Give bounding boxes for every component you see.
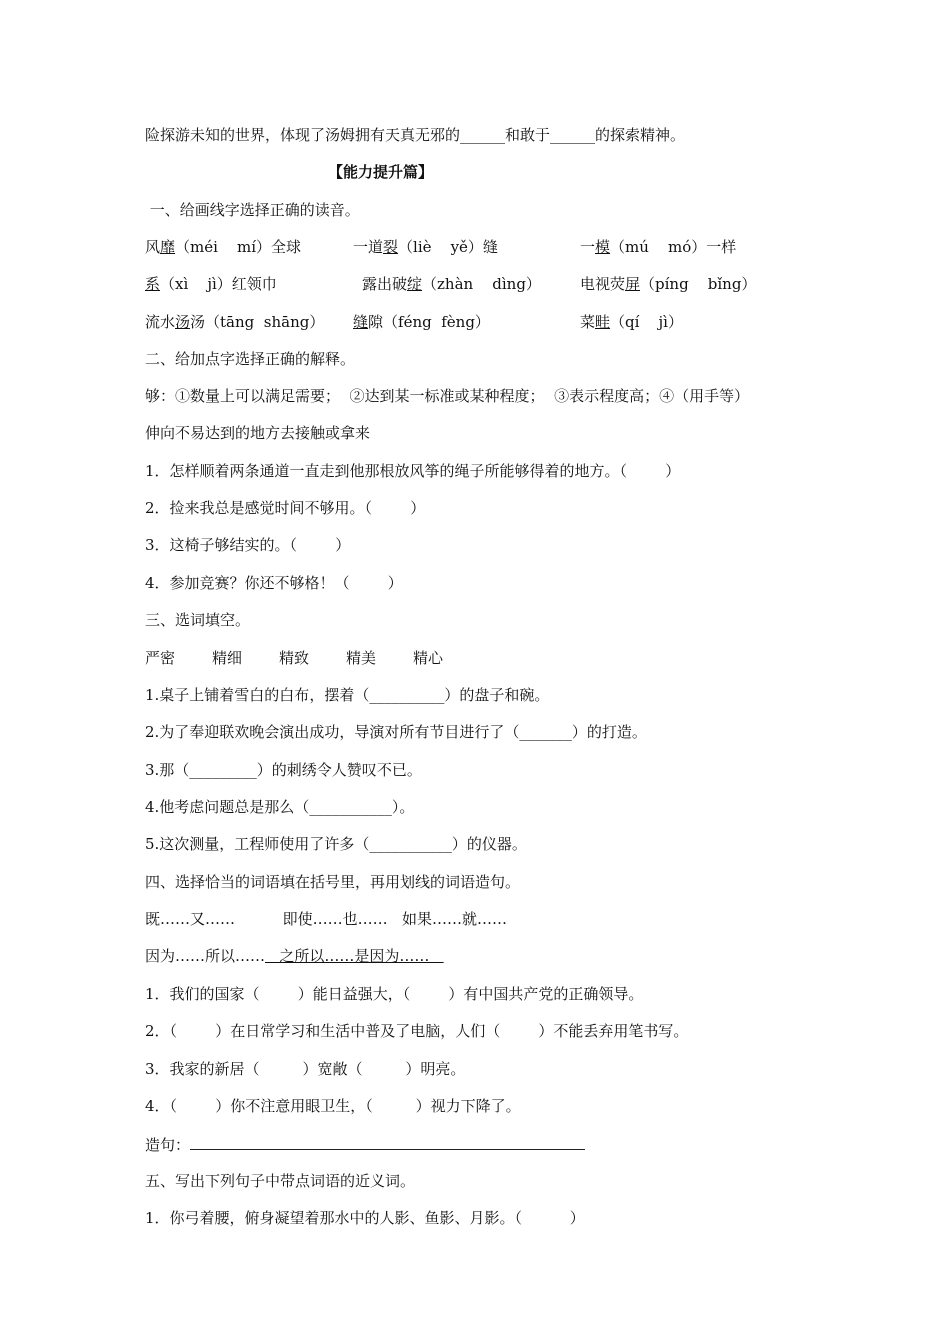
post: （zhàn dìng） [422,275,541,293]
sentence-answer-blank [190,1133,585,1150]
pre: 一道 [353,238,384,256]
underlined-char: 靡 [160,238,176,256]
section-title: 【能力提升篇】 [328,163,434,181]
q3-word-1: 严密 [145,649,176,667]
q2-definitions-line-2: 伸向不易达到的地方去接触或拿来 [145,424,371,442]
q2-heading: 二、给加点字选择正确的解释。 [145,350,356,368]
intro-line: 险探游未知的世界，体现了汤姆拥有天真无邪的______和敢于______的探索精神。 [145,126,686,144]
q4-heading: 四、选择恰当的词语填在括号里，再用划线的词语造句。 [145,873,521,891]
q4-conjunctions-line-2 [145,946,444,966]
conj-plain: 因为……所以…… [145,947,266,965]
q2-item-4: 4．参加竞赛？你还不够格！（ ） [145,574,403,592]
post: （liè yě）缝 [398,238,498,256]
q1-row-1-col-2 [353,237,498,257]
q2-definitions-line-1: 够：①数量上可以满足需要； ②达到某一标准或某种程度； ③表示程度高；④（用手等） [145,387,750,405]
underlined-char: 屏 [625,275,641,293]
post: （mú mó）一样 [610,238,737,256]
q2-item-3: 3．这椅子够结实的。（ ） [145,536,351,554]
pre: 电视荧 [580,275,626,293]
q5-heading: 五、写出下列句子中带点词语的近义词。 [145,1172,416,1190]
q1-row-1-col-3 [580,237,736,257]
post: （píng bǐng） [640,275,757,293]
underlined-char: 绽 [407,275,423,293]
q3-item-4: 4.他考虑问题总是那么（___________）。 [145,798,415,816]
pre: 露出破 [362,275,408,293]
q3-item-1: 1.桌子上铺着雪白的白布，摆着（__________）的盘子和碗。 [145,686,550,704]
underlined-char: 模 [595,238,611,256]
q3-item-2: 2.为了奉迎联欢晚会演出成功，导演对所有节目进行了（_______）的打造。 [145,723,647,741]
q3-word-5: 精心 [413,649,444,667]
post: （méi mí）全球 [175,238,302,256]
post: （xì jì）红领巾 [160,275,277,293]
q3-word-2: 精细 [212,649,243,667]
q2-item-1: 1．怎样顺着两条通道一直走到他那根放风筝的绳子所能够得着的地方。（ ） [145,462,681,480]
pre: 风 [145,238,161,256]
q1-heading: 一、给画线字选择正确的读音。 [145,201,360,219]
q1-row-3-col-2 [353,312,490,332]
post: （qí jì） [610,313,683,331]
q3-item-3: 3.那（_________）的刺绣令人赞叹不已。 [145,761,422,779]
underlined-char: 缝 [353,313,369,331]
pre: 菜 [580,313,596,331]
q2-item-2: 2．捡来我总是感觉时间不够用。（ ） [145,499,426,517]
q1-row-2-col-1 [145,274,277,294]
underlined-char: 裂 [383,238,399,256]
q3-item-5: 5.这次测量，工程师使用了许多（___________）的仪器。 [145,835,527,853]
q4-conjunctions-line-1: 既……又…… 即使……也…… 如果……就…… [145,910,507,928]
post: 汤（tāng shāng） [190,313,325,331]
q4-item-2: 2．（ ）在日常学习和生活中普及了电脑，人们（ ）不能丢弃用笔书写。 [145,1022,689,1040]
q1-row-1-col-1 [145,237,301,257]
q3-word-4: 精美 [346,649,377,667]
conj-underlined: 之所以……是因为…… [265,947,444,965]
q1-row-2-col-2 [362,274,541,294]
pre: 一 [580,238,596,256]
q5-item-1: 1．你弓着腰，俯身凝望着那水中的人影、鱼影、月影。（ ） [145,1209,585,1227]
q4-item-1: 1．我们的国家（ ）能日益强大，（ ）有中国共产党的正确领导。 [145,985,644,1003]
underlined-char: 畦 [595,313,611,331]
q1-row-3-col-1 [145,312,324,332]
post: 隙（féng fèng） [368,313,490,331]
q4-item-3: 3．我家的新居（ ）宽敞（ ）明亮。 [145,1060,466,1078]
underlined-char: 系 [145,275,161,293]
pre: 流水 [145,313,176,331]
q3-word-3: 精致 [279,649,310,667]
q3-heading: 三、选词填空。 [145,611,251,629]
q4-sentence-line [145,1133,585,1155]
sentence-label: 造句： [145,1136,191,1154]
q4-item-4: 4．（ ）你不注意用眼卫生，（ ）视力下降了。 [145,1097,521,1115]
underlined-char: 汤 [175,313,191,331]
q1-row-2-col-3 [580,274,756,294]
q1-row-3-col-3 [580,312,683,332]
